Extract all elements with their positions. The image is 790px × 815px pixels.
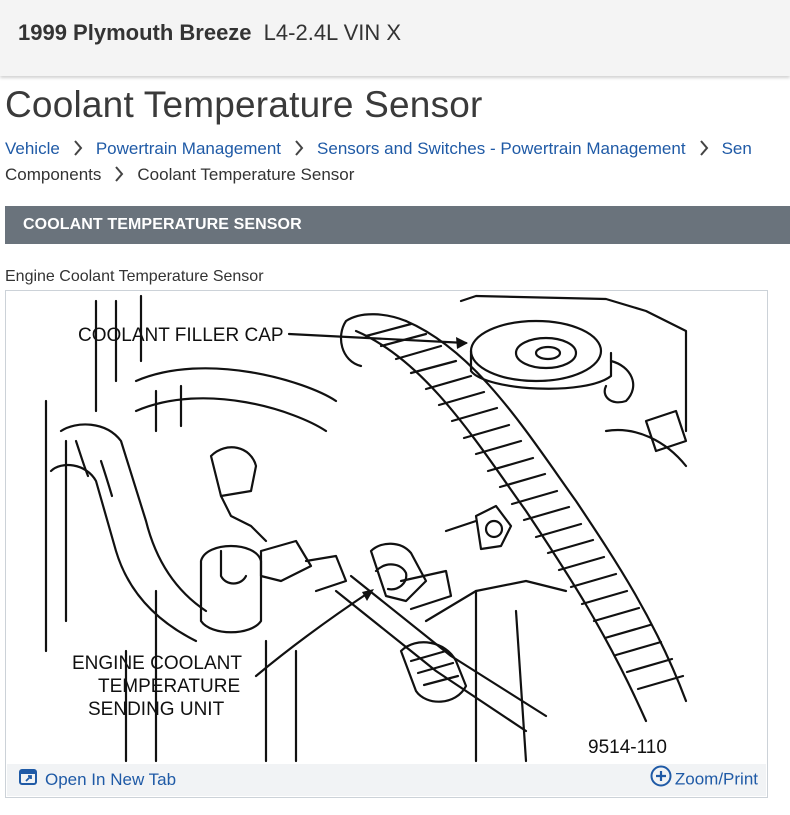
chevron-right-icon	[686, 136, 722, 162]
chevron-right-icon	[101, 162, 137, 188]
engine-diagram	[6, 291, 767, 763]
open-new-tab-label: Open In New Tab	[45, 770, 177, 789]
chevron-right-icon	[281, 136, 317, 162]
external-window-icon	[19, 769, 37, 790]
label-coolant-filler-cap: COOLANT FILLER CAP	[78, 325, 284, 346]
breadcrumb-powertrain-management[interactable]: Powertrain Management	[95, 139, 282, 158]
breadcrumb-components[interactable]: Components	[5, 165, 102, 184]
breadcrumb-vehicle[interactable]: Vehicle	[5, 139, 60, 158]
zoom-print-label: Zoom/Print	[674, 769, 758, 789]
breadcrumb-current: Coolant Temperature Sensor	[137, 165, 355, 184]
vehicle-engine: L4-2.4L VIN X	[263, 20, 402, 45]
label-sending-unit-line2: TEMPERATURE	[98, 676, 241, 697]
figure-caption: Engine Coolant Temperature Sensor	[5, 268, 264, 285]
breadcrumb-sensors-and-switches[interactable]: Sensors and Switches - Powertrain Management	[317, 139, 686, 158]
breadcrumb-line-1	[5, 136, 790, 162]
top-header-bar	[0, 0, 790, 76]
zoom-print-button[interactable]	[650, 768, 758, 792]
figure-container	[5, 290, 768, 798]
vehicle-name: 1999 Plymouth Breeze	[18, 20, 252, 45]
vehicle-title	[18, 20, 401, 46]
breadcrumb-sensors-truncated[interactable]: Sen	[721, 139, 752, 158]
figure-footer	[7, 764, 766, 796]
page-title: Coolant Temperature Sensor	[5, 84, 483, 125]
breadcrumb-line-2	[5, 162, 790, 188]
label-sending-unit-line3: SENDING UNIT	[88, 699, 225, 720]
figure-number: 9514-110	[588, 737, 667, 758]
breadcrumb	[5, 136, 790, 188]
open-new-tab-button[interactable]	[19, 770, 176, 790]
chevron-right-icon	[60, 136, 96, 162]
label-sending-unit-line1: ENGINE COOLANT	[72, 653, 242, 674]
plus-circle-icon	[650, 765, 672, 792]
section-header: COOLANT TEMPERATURE SENSOR	[5, 206, 790, 244]
